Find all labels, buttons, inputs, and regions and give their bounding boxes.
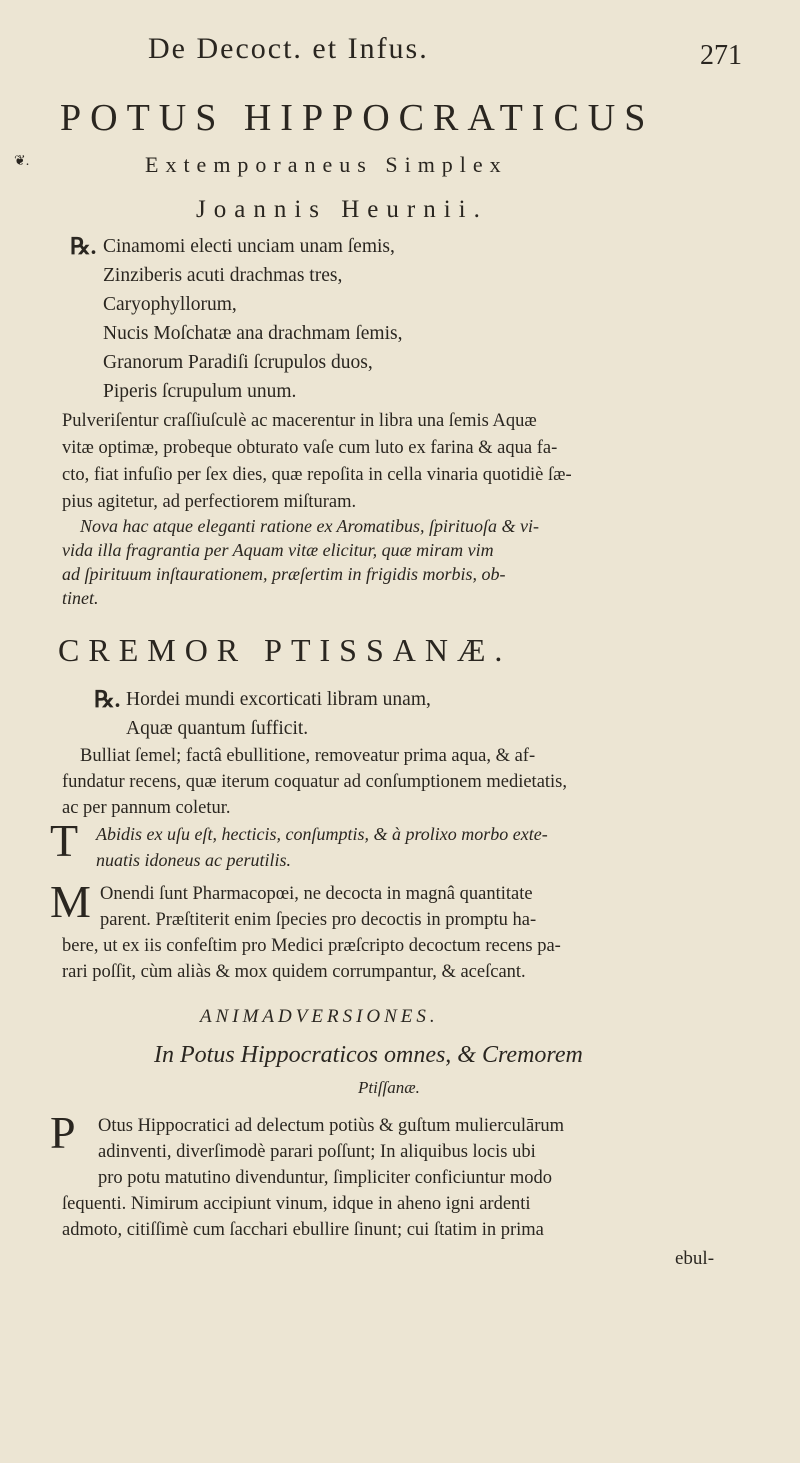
- section-heading: CREMOR PTISSANÆ.: [58, 632, 512, 668]
- directions-line: fundatur recens, quæ iterum coquatur ad conſumptionem medietatis,: [62, 772, 568, 792]
- paragraph-line: adinventi, diverſimodè parari poſſunt; In aliquibus locis ubi: [98, 1142, 536, 1162]
- page-number: 271: [700, 40, 742, 71]
- paragraph-line: pro potu matutino divenduntur, ſimpliciter conficiuntur modo: [98, 1168, 552, 1188]
- warning-line: Onendi ſunt Pharmacopœi, ne decocta in magnâ quantitate: [100, 884, 533, 904]
- ingredient-line: Piperis ſcrupulum unum.: [103, 381, 297, 402]
- directions-line: ac per pannum coletur.: [62, 798, 231, 818]
- directions-line: vitæ optimæ, probeque obturato vaſe cum luto ex farina & aqua fa-: [62, 438, 558, 458]
- recipe-subtitle: Extemporaneus Simplex: [145, 152, 508, 177]
- use-line: Abidis ex uſu eſt, hecticis, conſumptis, & à prolixo morbo exte-: [96, 824, 548, 844]
- ingredient-line: Cinamomi electi unciam unam ſemis,: [103, 236, 395, 257]
- drop-initial: T: [50, 815, 79, 866]
- note-line: ad ſpirituum inſtaurationem, præſertim in frigidis morbis, ob-: [62, 564, 506, 584]
- ingredient-line: Granorum Paradiſi ſcrupulos duos,: [103, 352, 373, 373]
- paragraph-line: admoto, citiſſimè cum ſacchari ebullire ſinunt; cui ſtatim in prima: [62, 1220, 544, 1240]
- ingredient-line: Aquæ quantum ſufficit.: [126, 718, 309, 739]
- ingredient-line: Hordei mundi excorticati libram unam,: [126, 689, 431, 710]
- drop-initial: P: [50, 1107, 76, 1158]
- section-subheading-continued: Ptiſſanæ.: [358, 1078, 420, 1097]
- ingredient-line: Zinziberis acuti drachmas tres,: [103, 265, 343, 286]
- warning-line: bere, ut ex iis confeſtim pro Medici præſcripto decoctum recens pa-: [62, 936, 561, 956]
- recipe-symbol: ℞.: [70, 234, 97, 259]
- drop-initial: M: [50, 876, 91, 927]
- running-head: De Decoct. et Infus.: [148, 32, 429, 65]
- section-subheading: In Potus Hippocraticos omnes, & Cremorem: [154, 1042, 583, 1068]
- fleuron-ornament: ❦.: [14, 154, 30, 169]
- note-line: Nova hac atque eleganti ratione ex Aromatibus, ſpirituoſa & vi-: [80, 516, 539, 536]
- ingredient-line: Caryophyllorum,: [103, 294, 237, 315]
- catchword: ebul-: [675, 1248, 715, 1269]
- use-line: nuatis idoneus ac perutilis.: [96, 850, 291, 870]
- recipe-symbol: ℞.: [94, 687, 121, 712]
- warning-line: rari poſſit, cùm aliàs & mox quidem corrumpantur, & aceſcant.: [62, 962, 526, 982]
- paragraph-line: ſequenti. Nimirum accipiunt vinum, idque in aheno igni ardenti: [62, 1194, 531, 1214]
- directions-line: cto, fiat infuſio per ſex dies, quæ repoſita in cella vinaria quotidiè ſæ-: [62, 465, 572, 485]
- note-line: vida illa fragrantia per Aquam vitæ elicitur, quæ miram vim: [62, 540, 494, 560]
- note-line: tinet.: [62, 588, 99, 608]
- ingredient-line: Nucis Moſchatæ ana drachmam ſemis,: [103, 323, 403, 344]
- paragraph-line: Otus Hippocratici ad delectum potiùs & guſtum mulierculārum: [98, 1116, 564, 1136]
- directions-line: Pulveriſentur craſſiuſculè ac macerentur in libra una ſemis Aquæ: [62, 411, 537, 431]
- recipe-title: POTUS HIPPOCRATICUS: [60, 97, 655, 139]
- directions-line: pius agitetur, ad perfectiorem miſturam.: [62, 492, 357, 512]
- warning-line: parent. Præſtiterit enim ſpecies pro decoctis in promptu ha-: [100, 910, 537, 930]
- section-heading: ANIMADVERSIONES.: [200, 1006, 439, 1027]
- directions-line: Bulliat ſemel; factâ ebullitione, removeatur prima aqua, & af-: [80, 746, 536, 766]
- recipe-author: Joannis Heurnii.: [196, 196, 488, 223]
